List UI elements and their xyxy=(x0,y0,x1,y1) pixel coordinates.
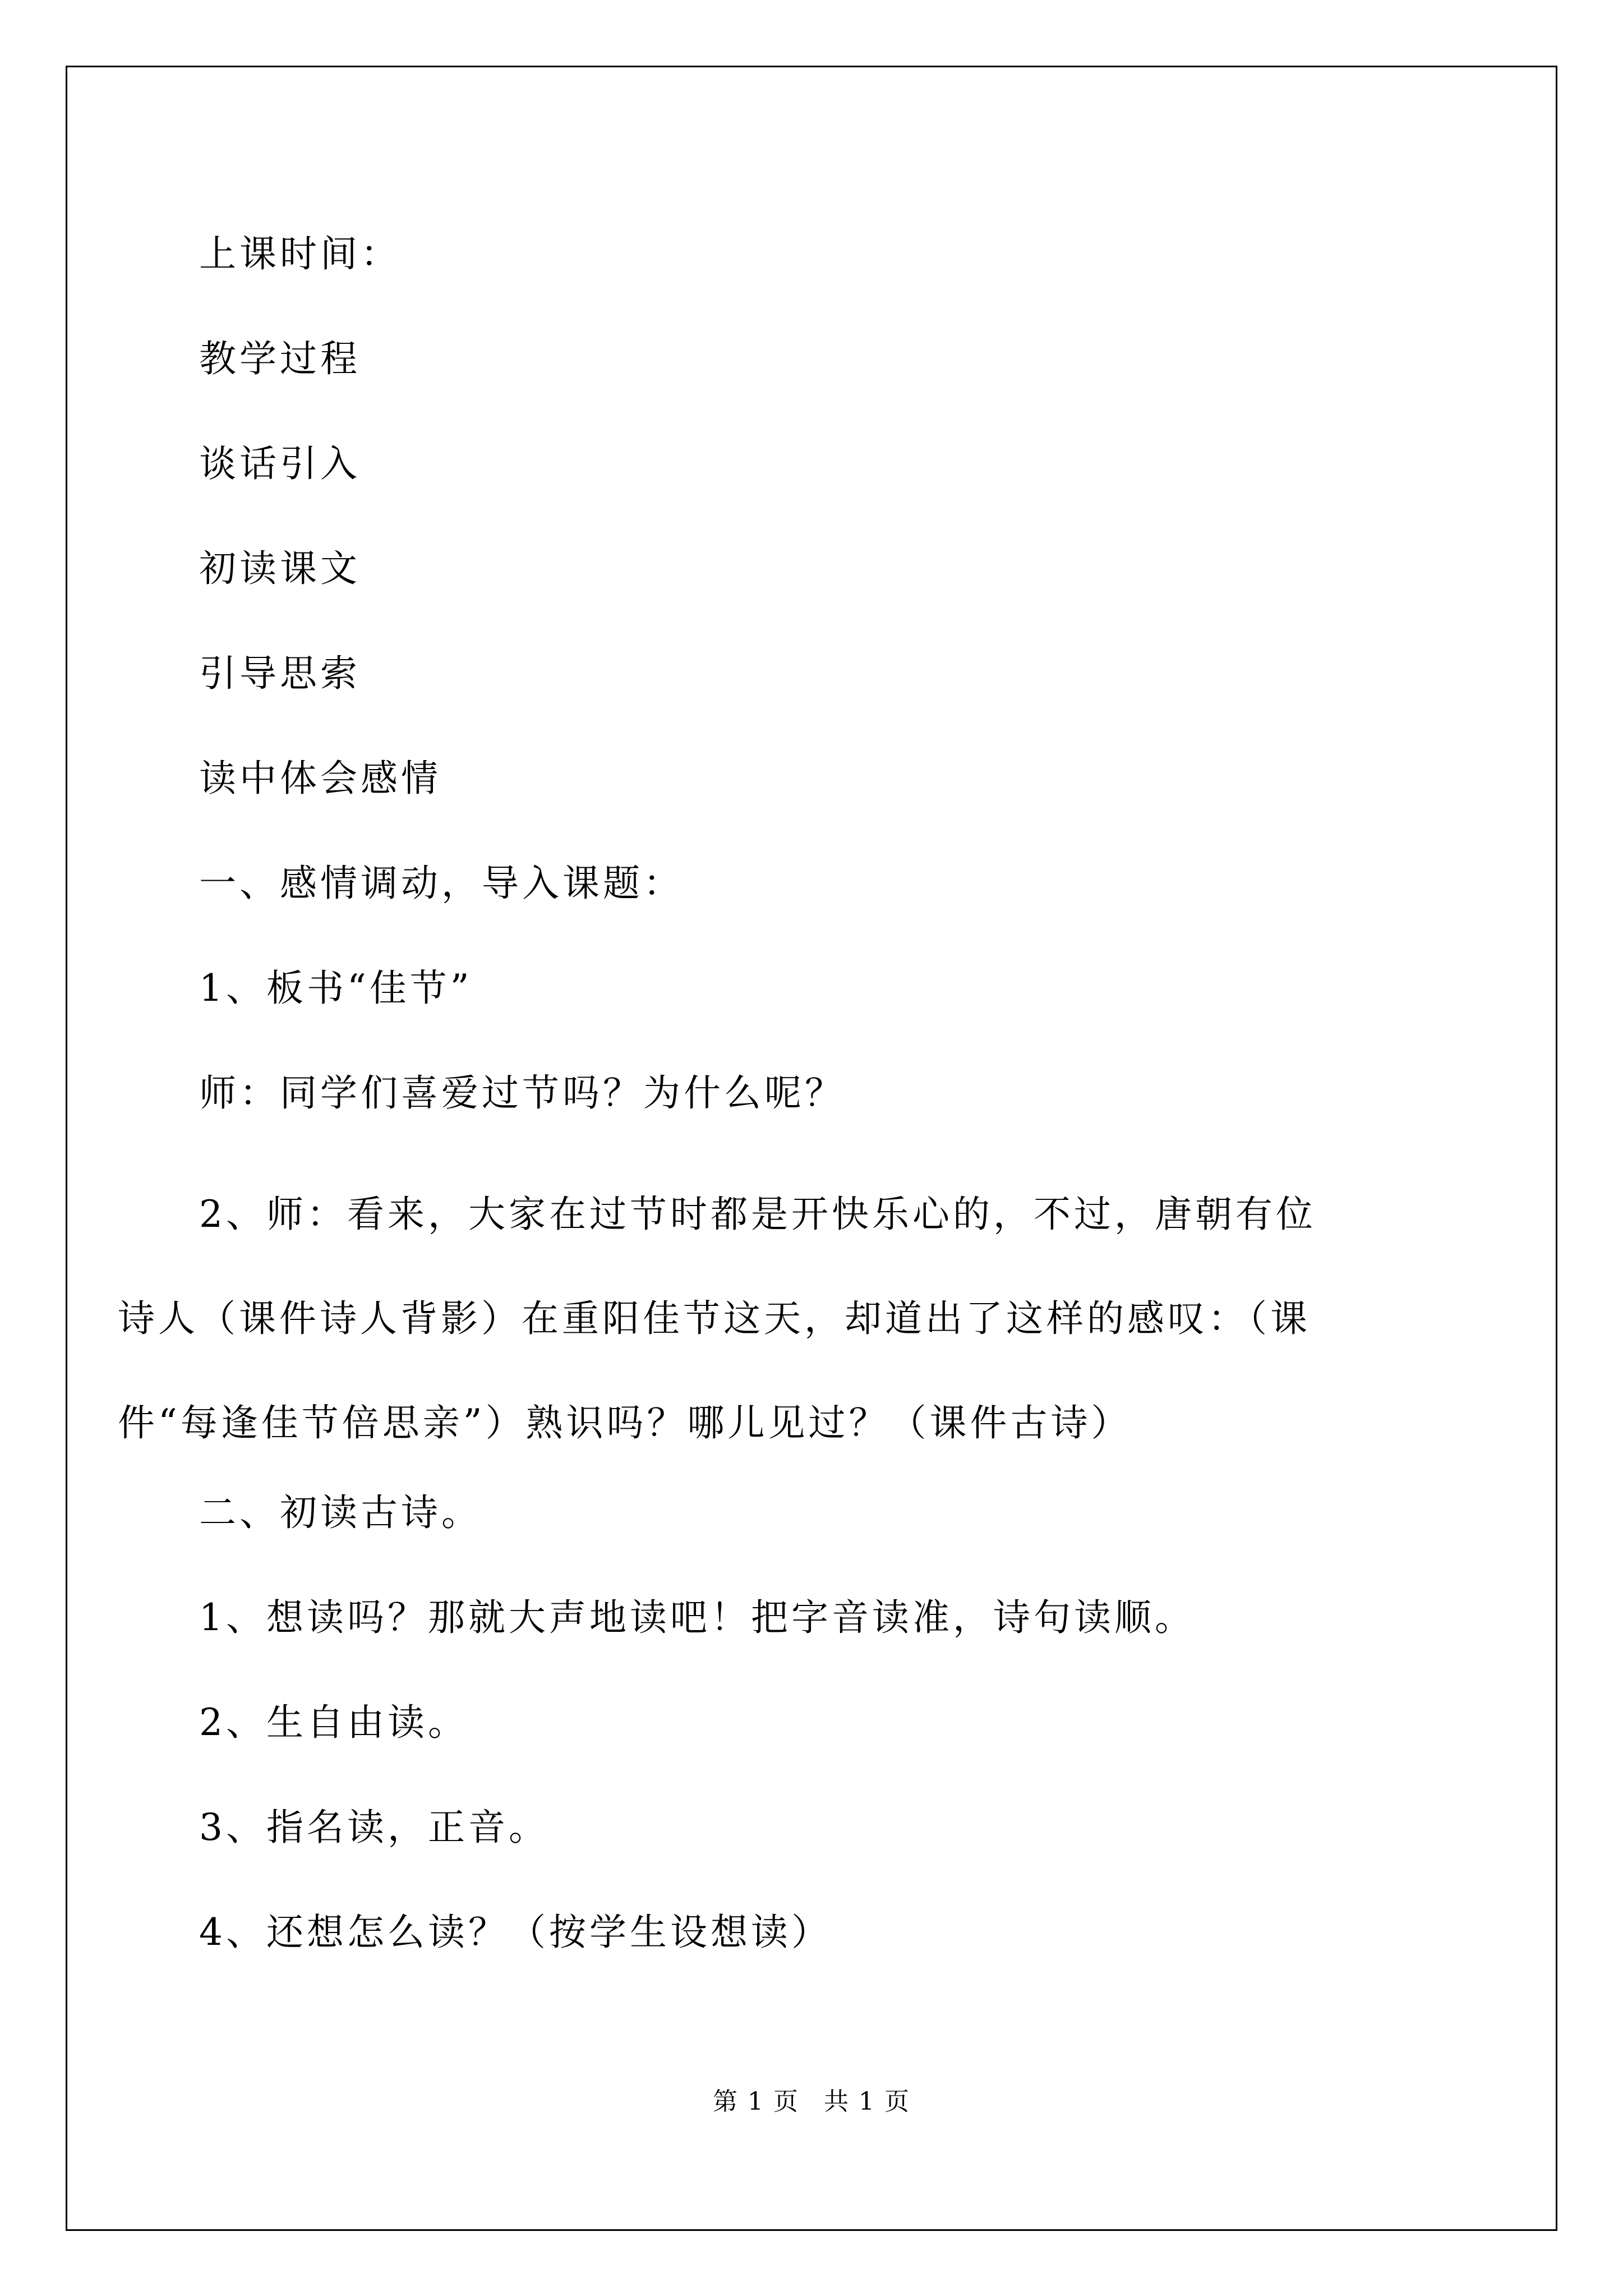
paragraph-class-time: 上课时间： xyxy=(199,232,401,275)
paragraph-section-two: 二、初读古诗。 xyxy=(199,1491,482,1534)
paragraph-item-1: 1、板书“佳节” xyxy=(199,967,473,1010)
page-number: 第 1 页 xyxy=(713,2087,799,2116)
page-footer xyxy=(0,2081,1623,2117)
paragraph-first-read: 初读课文 xyxy=(199,547,361,590)
paragraph-talk-intro: 谈话引入 xyxy=(199,442,361,485)
paragraph-section-one: 一、感情调动，导入课题： xyxy=(199,862,684,905)
paragraph-two-item-1: 1、想读吗？那就大声地读吧！把字音读准，诗句读顺。 xyxy=(199,1596,1195,1639)
paragraph-read-feelings: 读中体会感情 xyxy=(199,757,441,800)
page-border xyxy=(66,66,1557,2231)
paragraph-two-item-2: 2、生自由读。 xyxy=(199,1701,468,1744)
paragraph-teacher-question: 师：同学们喜爱过节吗？为什么呢？ xyxy=(199,1071,845,1115)
paragraph-guide-thinking: 引导思索 xyxy=(199,652,361,695)
paragraph-item-2: 2、师：看来，大家在过节时都是开快乐心的，不过，唐朝有位诗人（课件诗人背影）在重阳佳节这天，却道出了这样的感叹：（课件“每逢佳节倍思亲”）熟识吗？哪儿见过？（课件古诗） xyxy=(118,1193,1316,1444)
page-total: 共 1 页 xyxy=(824,2087,910,2116)
paragraph-two-item-4: 4、还想怎么读？（按学生设想读） xyxy=(199,1911,832,1954)
paragraph-two-item-3: 3、指名读，正音。 xyxy=(199,1806,549,1849)
paragraph-teaching-process: 教学过程 xyxy=(199,337,361,380)
